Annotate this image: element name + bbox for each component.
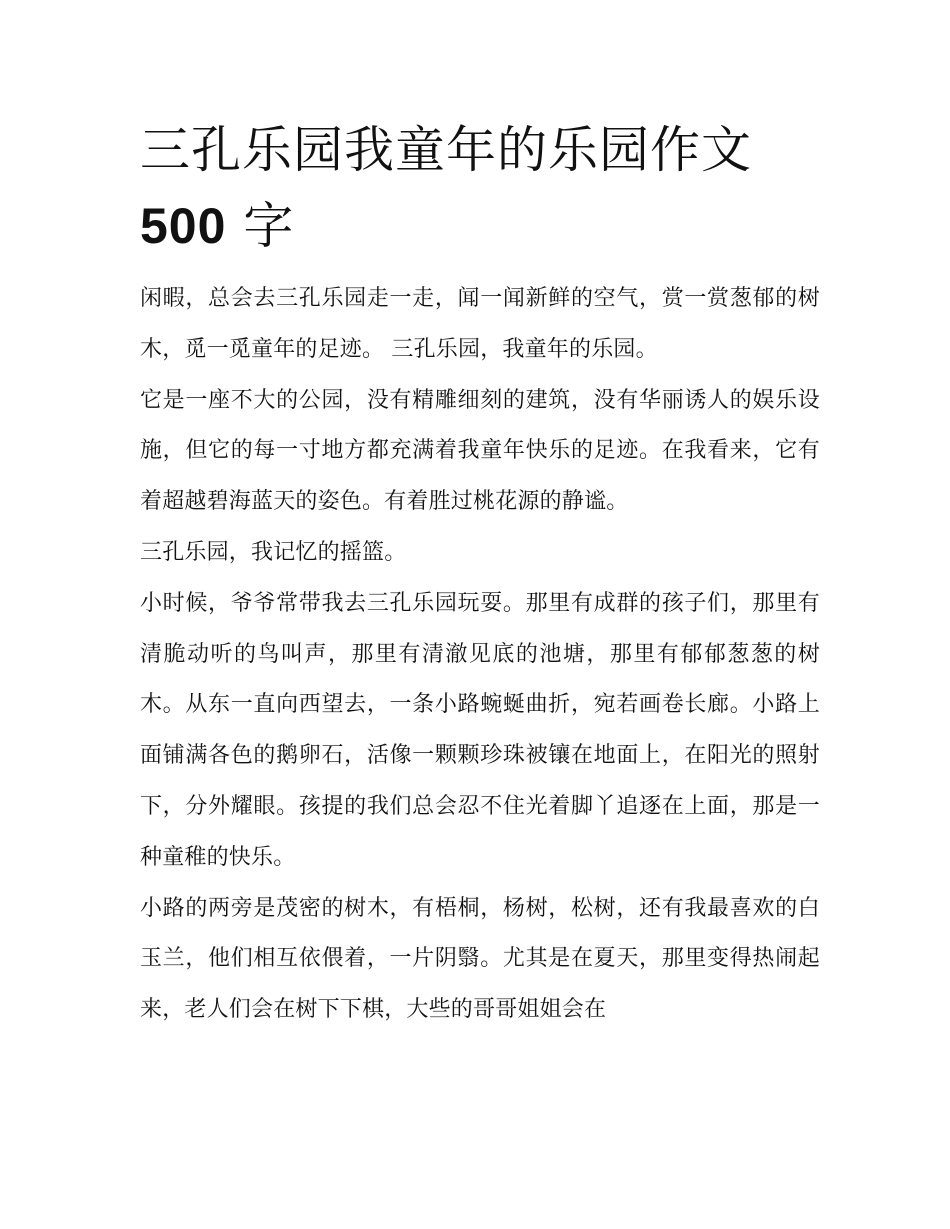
paragraph: 它是一座不大的公园，没有精雕细刻的建筑，没有华丽诱人的娱乐设施，但它的每一寸地方都充满着我童年快乐的足迹。在我看来，它有着超越碧海蓝天的姿色。有着胜过桃花源的静谧。 [140,387,820,515]
title-line-1: 三孔乐园我童年的乐园作文 [140,121,752,179]
paragraph: 小时候，爷爷常带我去三孔乐园玩耍。那里有成群的孩子们，那里有清脆动听的鸟叫声，那里有清澈见底的池塘，那里有郁郁葱葱的树木。从东一直向西望去，一条小路蜿蜒曲折，宛若画卷长廊。小路上面铺满各色的鹅卵石，活像一颗颗珍珠被镶在地面上，在阳光的照射下，分外耀眼。孩提的我们总会忍不住光着脚丫追逐在上面，那是一种童稚的快乐。 [140,590,820,870]
document-body [140,274,820,1036]
document-title [140,112,820,264]
title-number: 500 [140,198,227,254]
paragraph: 三孔乐园，我记忆的摇篮。 [140,539,407,565]
paragraph: 小路的两旁是茂密的树木，有梧桐，杨树，松树，还有我最喜欢的白玉兰，他们相互依偎着，一片阴翳。尤其是在夏天，那里变得热闹起来，老人们会在树下下棋，大些的哥哥姐姐会在 [140,895,820,1023]
document-page [140,112,820,1036]
paragraph: 闲暇，总会去三孔乐园走一走，闻一闻新鲜的空气，赏一赏葱郁的树木，觅一觅童年的足迹。 三孔乐园，我童年的乐园。 [140,286,820,362]
title-suffix: 字 [226,197,295,255]
